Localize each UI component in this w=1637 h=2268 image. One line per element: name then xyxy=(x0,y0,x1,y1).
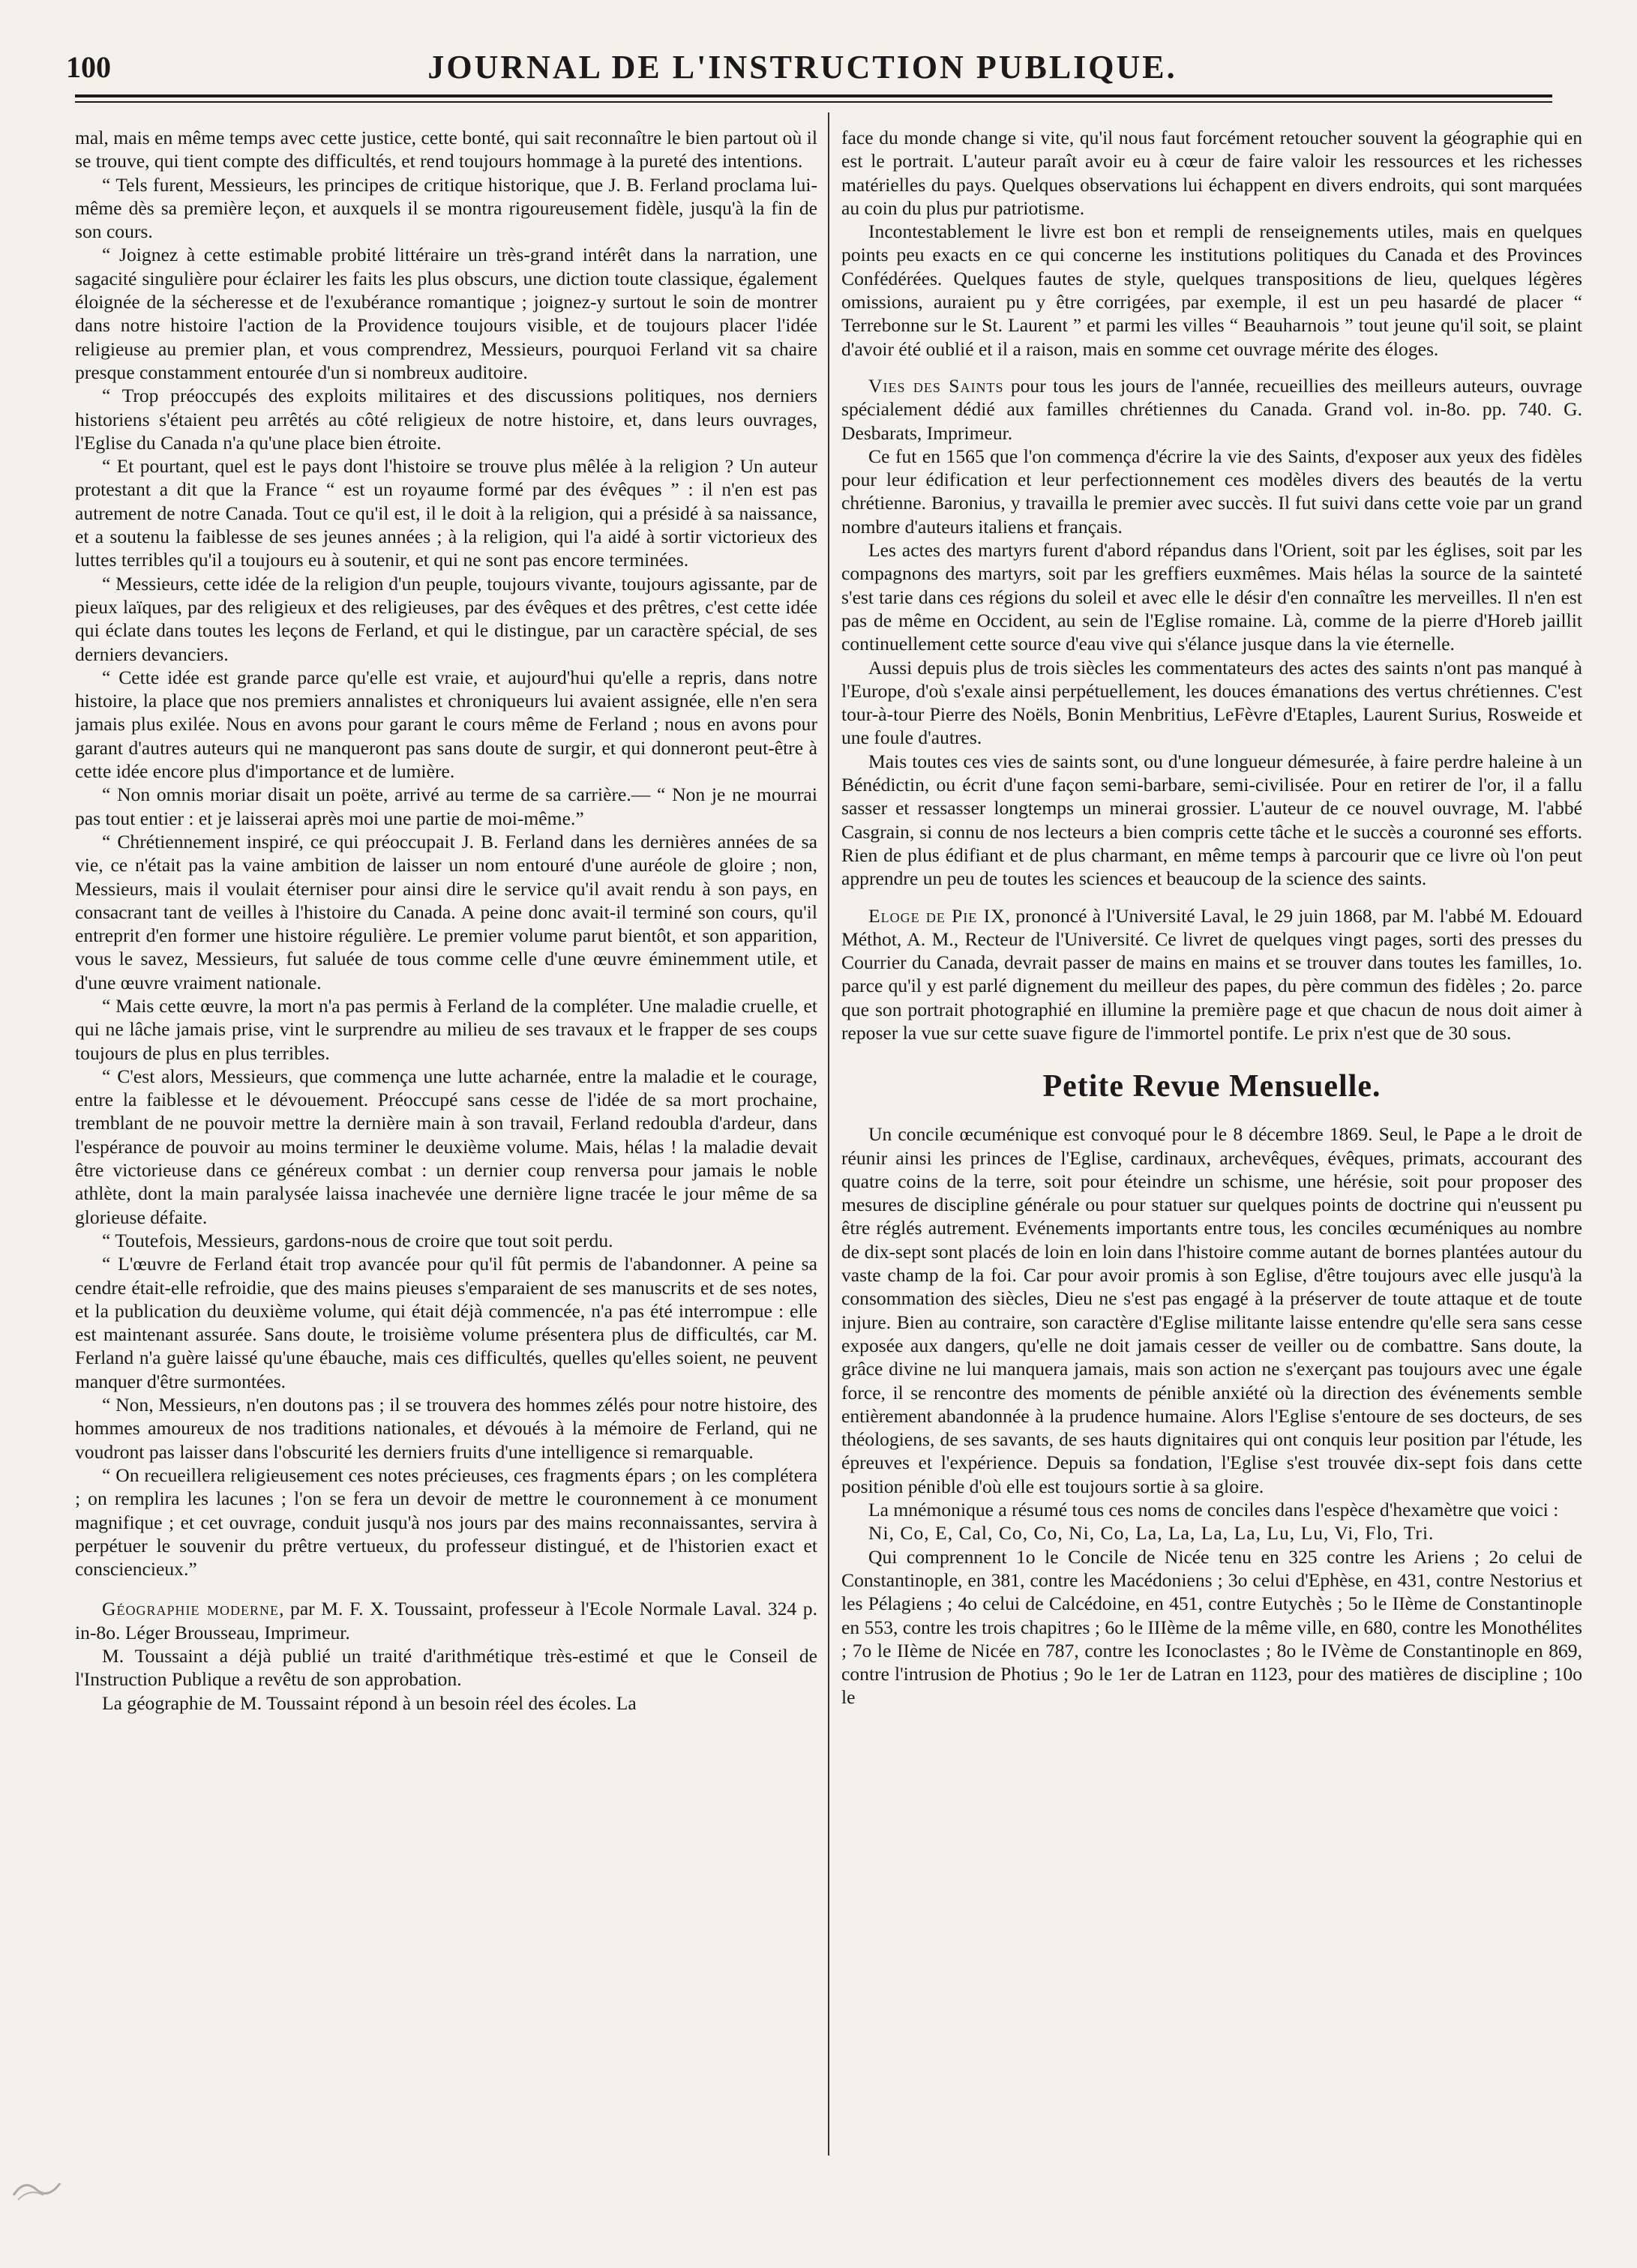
paragraph: “ Mais cette œuvre, la mort n'a pas permis à Ferland de la compléter. Une maladie cruelle, et qui ne lâche jamais prise, vint le surprendre au milieu de ses travaux et le frapper de ses coups toujours de plus en plus terribles. xyxy=(75,994,817,1064)
journal-title: JOURNAL DE L'INSTRUCTION PUBLIQUE. xyxy=(427,49,1177,85)
left-column xyxy=(75,126,817,2165)
paragraph: “ Joignez à cette estimable probité littéraire un très-grand intérêt dans la narration, une sagacité singulière pour éclairer les faits les plus obscurs, une diction toute classique, également éloignée de la sécheresse et de l'exubérance romantique ; joignez-y surtout le soin de montrer dans notre histoire l'action de la Providence toujours visible, et de toujours placer l'idée religieuse au premier plan, et vous comprendrez, Messieurs, pourquoi Ferland vit sa chaire presque constamment entourée d'un si nombreux auditoire. xyxy=(75,244,817,383)
paragraph: “ C'est alors, Messieurs, que commença une lutte acharnée, entre la maladie et le courage, entre la faiblesse et le dévouement. Préoccupé sans cesse de l'idée de sa mort prochaine, tremblant de ne pouvoir mettre la dernière main à son travail, Ferland redoubla d'ardeur, dans l'espérance de pouvoir au moins terminer le deuxième volume. Mais, hélas ! la maladie devait être victorieuse dans ce généreux combat : un dernier coup renversa pour jamais le noble athlète, dont la main paralysée laissa inachevée une dernière ligne tracée le jour même de sa glorieuse défaite. xyxy=(75,1065,817,1228)
book-notice-eloge xyxy=(841,904,1582,1045)
paragraph: “ Chrétiennement inspiré, ce qui préoccupait J. B. Ferland dans les dernières années de sa vie, ce n'était pas la vaine ambition de laisser un nom entouré d'une auréole de gloire ; non, Messieurs, mais il voulait éterniser pour ainsi dire le service qu'il avait rendu à son pays, en consacrant tant de veilles à l'histoire du Canada. A peine donc avait-il terminé son cours, qu'il entreprit d'en former une histoire régulière. Le premier volume parut bientôt, et son apparition, vous le savez, Messieurs, fut saluée de tous comme celle d'une œuvre éminemment utile, et d'une œuvre vraiment nationale. xyxy=(75,830,817,993)
paragraph: La géographie de M. Toussaint répond à un besoin réel des écoles. La xyxy=(102,1691,637,1714)
section-heading: Petite Revue Mensuelle. xyxy=(1042,1069,1381,1104)
paragraph: face du monde change si vite, qu'il nous faut forcément retoucher souvent la géographie qui en est le portrait. L'auteur paraît avoir eu à cœur de faire valoir les ressources et les richesses matérielles du pays. Quelques observations lui échappent en divers endroits, qui sont marquées au coin du plus pur patriotisme. xyxy=(841,127,1582,219)
book-details: pour tous les jours de l'année, recueillies des meilleurs auteurs, ouvrage spécialement dédié aux familles chrétiennes du Canada. Grand vol. in-8o. pp. 740. G. Desbarats, Imprimeur. xyxy=(841,374,1582,444)
paragraph: La mnémonique a résumé tous ces noms de conciles dans l'espèce d'hexamètre que voici : xyxy=(868,1499,1559,1521)
paragraph: “ Et pourtant, quel est le pays dont l'histoire se trouve plus mêlée à la religion ? Un auteur protestant a dit que la France “ est un royaume formé par des évêques ” : il n'en est pas autrement de notre Canada. Tout ce qu'il est, il le doit à la religion, qui a présidé à sa naissance, et a soutenu la faiblesse de ses jeunes années ; à la religion, qui l'a aidé à sortir victorieux des luttes terribles qu'il a toujours eu à soutenir, et qui ne sont pas encore terminées. xyxy=(75,455,817,571)
paragraph: Un concile œcuménique est convoqué pour le 8 décembre 1869. Seul, le Pape a le droit de réunir ainsi les princes de l'Eglise, cardinaux, archevêques, évêques, primats, accourant des quatre coins de la terre, soit pour éteindre un schisme, une hérésie, soit pour proposer des mesures de discipline générale ou pour statuer sur quelques points de doctrine qui n'eussent pu être réglés autrement. Evénements importants entre tous, les conciles œcuméniques au nombre de dix-sept sont placés de loin en loin dans l'histoire comme autant de bornes plantées autour du vaste champ de la foi. Car pour avoir promis à son Eglise, d'être toujours avec elle jusqu'à la consommation des siècles, Dieu ne s'est pas engagé à la préserver de toute attaque et de toute injure. Bien au contraire, son caractère d'Eglise militante laisse entendre qu'elle sera sans cesse exposée aux dangers, qu'elle ne doit jamais cesser de veiller ou de combattre. Sans doute, la grâce divine ne lui manquera jamais, mais son action ne s'exerçant pas toujours avec une égale force, il se rencontre des moments de pénible anxiété où la direction des événements semble entièrement abandonnée à la prudence humaine. Alors l'Eglise s'entoure de ses docteurs, de ses théologiens, de ses savants, de ses hauts dignitaires qui ont conquis leur position par l'étude, les épreuves et l'expérience. Depuis sa fondation, l'Eglise s'est trouvée dix-sept fois dans cette position pénible d'où elle est toujours sortie à sa gloire. xyxy=(841,1123,1582,1497)
book-details: , prononcé à l'Université Laval, le 29 juin 1868, par M. l'abbé M. Edouard Méthot, A. M., Recteur de l'Université. Ce livret de quelques vingt pages, sorti des presses du Courrier du Canada, devrait passer de mains en mains et se trouver dans toutes les familles, 1o. parce qu'il y est parlé dignement du meilleur des papes, du père commun des fidèles ; 2o. parce que son portrait photographié en illumine la première page et que chacun de nous doit aimer à reposer la vue sur cette suave figure de l'immortel pontife. Le prix n'est que de 30 sous. xyxy=(841,904,1582,1044)
paragraph: “ Non, Messieurs, n'en doutons pas ; il se trouvera des hommes zélés pour notre histoire, des hommes amoureux de nos traditions nationales, et dévoués à la mémoire de Ferland, qui ne voudront pas laisser dans l'obscurité les derniers fruits d'une intelligence si remarquable. xyxy=(75,1394,817,1463)
paragraph: “ Tels furent, Messieurs, les principes de critique historique, que J. B. Ferland proclama lui-même dès sa première leçon, et auxquels il se montra rigoureusement fidèle, jusqu'à la fin de son cours. xyxy=(75,173,817,243)
paragraph: “ Cette idée est grande parce qu'elle est vraie, et aujourd'hui qu'elle a repris, dans notre histoire, la place que nos premiers annalistes et chroniqueurs lui avaient assignée, elle n'en sera jamais plus exilée. Nous en avons pour garant le cours même de Ferland ; nous en avons pour garant d'autres auteurs qui ne manqueront pas sans doute de surgir, et qui donneront peut-être à cette idée encore plus d'importance et de lumière. xyxy=(75,666,817,783)
page-header xyxy=(52,45,1552,90)
paragraph: “ On recueillera religieusement ces notes précieuses, ces fragments épars ; on les complétera ; on remplira les lacunes ; l'on se fera un devoir de mettre le couronnement à ce monument magnifique ; et cet ouvrage, conduit jusqu'à nos jours par des mains reconnaissantes, servira à perpétuer le souvenir du prêtre vertueux, du professeur distingué, et de l'historien exact et consciencieux.” xyxy=(75,1464,817,1580)
paragraph: Incontestablement le livre est bon et rempli de renseignements utiles, mais en quelques points peu exacts en ce qui concerne les institutions politiques du Canada et des Provinces Confédérées. Quelques fautes de style, quelques transpositions de lieu, quelques légères omissions, auraient pu y être corrigées, par exemple, il est un peu hasardé de placer “ Terrebonne sur le St. Laurent ” et parmi les villes “ Beauharnois ” tout jeune qu'il soit, se plaint d'avoir été oublié et il a raison, mais en somme cet ouvrage mérite des éloges. xyxy=(841,220,1582,360)
paragraph: Aussi depuis plus de trois siècles les commentateurs des actes des saints n'ont pas manqué à l'Europe, d'où s'exale ainsi perpétuellement, les douces émanations des vertus chrétiennes. C'est tour-à-tour Pierre des Noëls, Bonin Menbritius, LeFèvre d'Etaples, Laurent Surius, Rosweide et une foule d'autres. xyxy=(841,656,1582,749)
paragraph: Les actes des martyrs furent d'abord répandus dans l'Orient, soit par les églises, soit par les compagnons des martyrs, soit par les greffiers euxmêmes. Mais hélas la source de la sainteté s'est tarie dans ces régions du soleil et avec elle le désir d'en connaître les merveilles. Il n'en est pas de même en Occident, au sein de l'Eglise romaine. Là, comme de la pierre d'Horeb jaillit continuellement cette source d'eau vive qui s'élance jusque dans la vie éternelle. xyxy=(841,539,1582,655)
book-title: Géographie moderne xyxy=(102,1598,280,1620)
book-title: Vies des Saints xyxy=(868,374,1004,397)
paragraph: “ Messieurs, cette idée de la religion d'un peuple, toujours vivante, toujours agissante, par de pieux laïques, par des religieux et des religieuses, par des évêques et des prêtres, c'est cette idée qui éclate dans toutes les leçons de Ferland, et qui le distingue, par un caractère spécial, de ses derniers devanciers. xyxy=(75,572,817,665)
header-rule-thick xyxy=(75,94,1552,97)
paragraph: M. Toussaint a déjà publié un traité d'arithmétique très-estimé et que le Conseil de l'Instruction Publique a revêtu de son approbation. xyxy=(75,1645,817,1691)
library-stamp-mark xyxy=(10,2173,63,2204)
mnemonic-hexameter: Ni, Co, E, Cal, Co, Co, Ni, Co, La, La, La, La, Lu, Lu, Vi, Flo, Tri. xyxy=(868,1522,1435,1544)
book-notice-geographie xyxy=(75,1597,817,1644)
paragraph: “ Trop préoccupés des exploits militaires et des discussions politiques, nos derniers historiens s'étaient peu arrêtés au côté religieux de notre histoire, et, dans leurs ouvrages, l'Eglise du Canada n'a qu'une place bien étroite. xyxy=(75,385,817,454)
paragraph: “ L'œuvre de Ferland était trop avancée pour qu'il fût permis de l'abandonner. A peine sa cendre était-elle refroidie, que des mains pieuses s'emparaient de ses manuscrits et de ses notes, et la publication du deuxième volume, qui était déjà commencée, n'a pas été interrompue : elle est maintenant assurée. Sans doute, le troisième volume présentera plus de difficultés, car M. Ferland n'a guère laissé qu'une ébauche, mais ces difficultés, quelles qu'elles soient, ne peuvent manquer d'être surmontées. xyxy=(75,1253,817,1392)
paragraph: Ce fut en 1565 que l'on commença d'écrire la vie des Saints, d'exposer aux yeux des fidèles pour leur édification et leur perfectionnement ces modèles divers des beautés de la vertu chrétienne. Baronius, y travailla le premier avec succès. Il fut suivi dans cette voie par un grand nombre d'auteurs italiens et français. xyxy=(841,445,1582,538)
book-notice-vies-des-saints xyxy=(841,374,1582,445)
paragraph: mal, mais en même temps avec cette justice, cette bonté, qui sait reconnaître le bien partout où il se trouve, qui tient compte des difficultés, et rend toujours hommage à la pureté des intentions. xyxy=(75,127,817,172)
paragraph: Qui comprennent 1o le Concile de Nicée tenu en 325 contre les Ariens ; 2o celui de Constantinople, en 381, contre les Macédoniens ; 3o celui d'Ephèse, en 431, contre Nestorius et les Pélagiens ; 4o celui de Calcédoine, en 451, contre Eutychès ; 5o le IIème de Constantinople en 553, contre les trois chapitres ; 6o le IIIème de la même ville, en 680, contre les Monothélites ; 7o le IIème de Nicée en 787, contre les Iconoclastes ; 8o le IVème de Constantinople en 869, contre l'intrusion de Photius ; 9o le 1er de Latran en 1123, pour des matières de discipline ; 10o le xyxy=(841,1545,1582,1709)
page-number: 100 xyxy=(66,50,111,84)
header-rule-thin xyxy=(75,101,1552,103)
paragraph: “ Toutefois, Messieurs, gardons-nous de croire que tout soit perdu. xyxy=(102,1229,613,1251)
column-divider xyxy=(828,112,829,2156)
book-details: , par M. F. X. Toussaint, professeur à l'Ecole Normale Laval. 324 p. in-8o. Léger Brousseau, Imprimeur. xyxy=(75,1598,817,1643)
book-title: Eloge de Pie IX xyxy=(868,904,1006,927)
paragraph: Mais toutes ces vies de saints sont, ou d'une longueur démesurée, à faire perdre haleine à un Bénédictin, ou écrit d'une façon semi-barbare, semi-civilisée. Pour en retirer de l'or, il a fallu sasser et ressasser longtemps un minerai grossier. L'auteur de ce nouvel ouvrage, M. l'abbé Casgrain, si connu de nos lecteurs a bien compris cette tâche et le succès a couronné ses efforts. Rien de plus édifiant et de plus charmant, en même temps à parcourir que ce livre où l'on peut apprendre un peu de toutes les sciences et beaucoup de la science des saints. xyxy=(841,750,1582,890)
paragraph: “ Non omnis moriar disait un poëte, arrivé au terme de sa carrière.— “ Non je ne mourrai pas tout entier : et je laisserai après moi une partie de moi-même.” xyxy=(75,783,817,829)
right-column xyxy=(841,126,1582,2165)
